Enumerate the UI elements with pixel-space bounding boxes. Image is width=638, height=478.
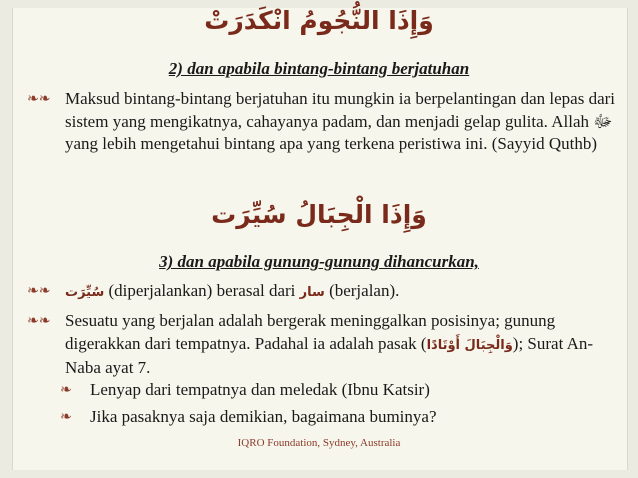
verse-2-arabic: وَإِذَا الْجِبَالُ سُيِّرَت — [211, 200, 427, 229]
footer: IQRO Foundation, Sydney, Australia — [237, 437, 401, 449]
verse-1-arabic: وَإِذَا النُّجُومُ انْكَدَرَتْ — [204, 6, 434, 35]
verse-2-translation: 3) dan apabila gunung-gunung dihancurkan, — [159, 252, 479, 271]
bullet-2-text-part2: (berjalan). — [324, 281, 400, 300]
bullet-2-text — [65, 280, 617, 305]
bullet-1 — [27, 88, 617, 156]
sub-bullet-1-text: Lenyap dari tempatnya dan meledak (Ibnu Katsir) — [90, 380, 430, 399]
bullet-2-text-part1: (diperjalankan) berasal dari — [104, 281, 300, 300]
bullet-3-text-part2: ); Surat An-Naba ayat 7. — [65, 333, 594, 378]
bullet-arrow-icon: ❧ — [60, 409, 72, 425]
bullet-3-text-part1: Sesuatu yang berjalan adalah bergerak meninggalkan posisinya; gunung digerakkan dari tempatnya. Padahal ia adalah pasak ( — [65, 311, 556, 353]
bullet-3-text — [65, 310, 617, 380]
bullet-3-arabic-verse: وَالْجِبَالَ أَوْتَادًا — [426, 337, 513, 353]
sub-bullet-2 — [60, 406, 620, 429]
bullet-2-arabic-root: سار — [299, 285, 325, 300]
bullet-3 — [27, 310, 617, 380]
bullet-arrow-icon: ❧ — [60, 382, 72, 398]
bullet-2 — [27, 280, 617, 305]
sub-bullet-1 — [60, 379, 620, 402]
bullet-arrow-icon: ❧❧ — [27, 91, 51, 107]
bullet-2-arabic-word: سُيِّرَت — [65, 285, 105, 300]
bullet-arrow-icon: ❧❧ — [27, 313, 51, 329]
bullet-1-text: Maksud bintang-bintang berjatuhan itu mungkin ia berpelantingan dan lepas dari sistem yang mengikatnya, cahayanya padam, dan menjadi gelap gulita. Allah ﷻ yang lebih mengetahui bintang apa yang terkena peristiwa ini. (Sayyid Quthb) — [65, 89, 615, 154]
verse-1-translation: 2) dan apabila bintang-bintang berjatuhan — [168, 59, 470, 78]
sub-bullet-2-text: Jika pasaknya saja demikian, bagaimana buminya? — [90, 407, 437, 426]
bullet-arrow-icon: ❧❧ — [27, 283, 51, 299]
